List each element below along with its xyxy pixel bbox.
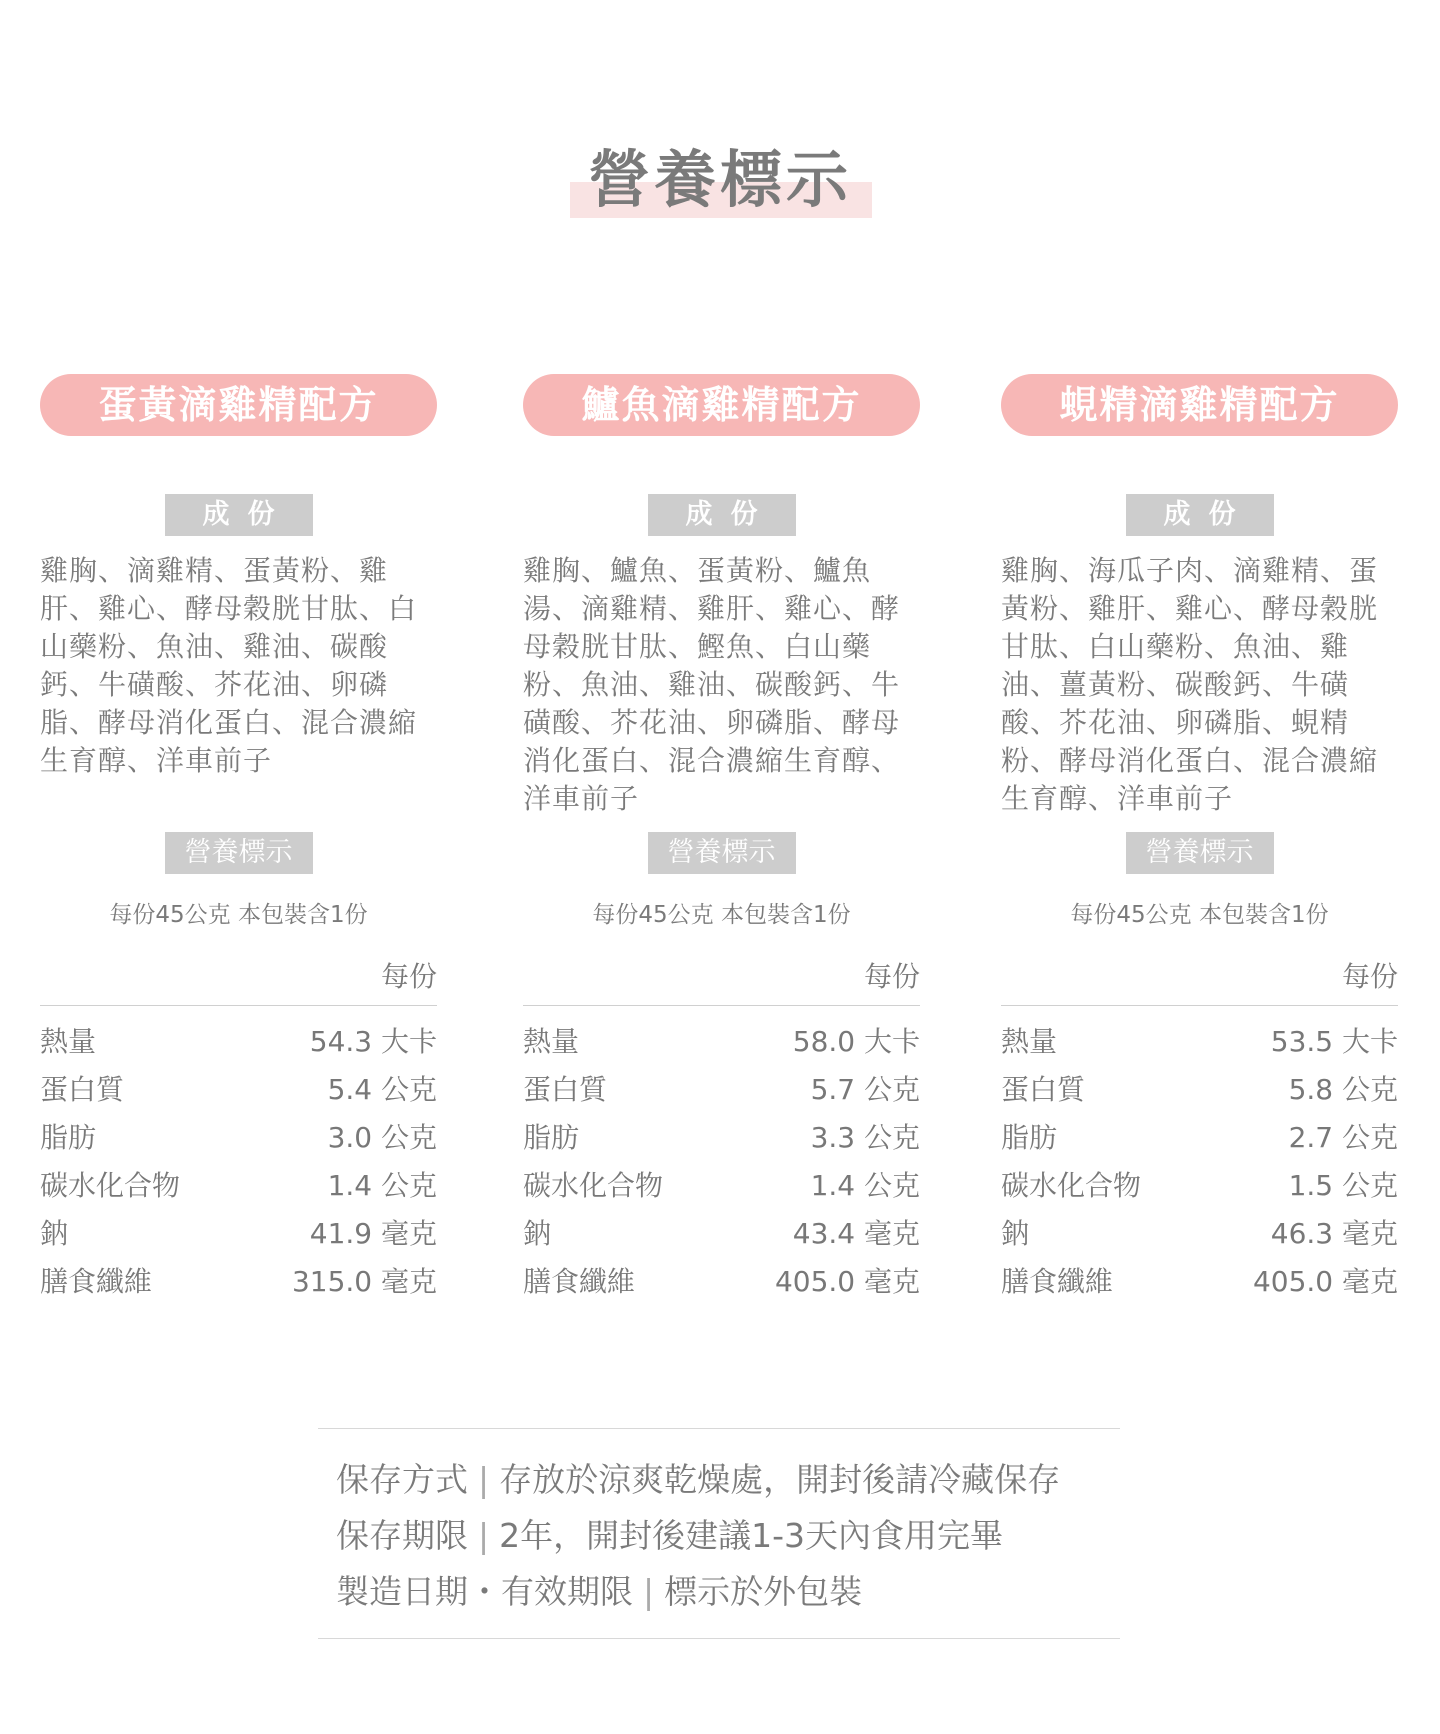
nutrient-row <box>40 1210 437 1258</box>
nutrition-table <box>40 1018 437 1306</box>
nutrient-name: 蛋白質 <box>1001 1073 1086 1106</box>
nutrient-name: 碳水化合物 <box>40 1169 181 1202</box>
nutrient-name: 脂肪 <box>1001 1121 1058 1154</box>
ingredients-text: 雞胸、滴雞精、蛋黃粉、雞肝、雞心、酵母穀胱甘肽、白山藥粉、魚油、雞油、碳酸鈣、牛磺酸、芥花油、卵磷脂、酵母消化蛋白、混合濃縮生育醇、洋車前子 <box>40 554 418 777</box>
nutrient-value: 3.3 公克 <box>810 1121 920 1154</box>
nutrient-row <box>523 1210 920 1258</box>
nutrient-value: 5.7 公克 <box>810 1073 920 1106</box>
nutrient-row <box>523 1162 920 1210</box>
nutrient-value: 5.8 公克 <box>1288 1073 1398 1106</box>
nutrient-row <box>40 1114 437 1162</box>
nutrition-table <box>1001 1018 1398 1306</box>
nutrient-row <box>1001 1114 1398 1162</box>
manufacture-date: 製造日期・有效期限 | 標示於外包裝 <box>336 1572 863 1611</box>
nutrient-name: 熱量 <box>523 1025 580 1058</box>
serving-info: 每份45公克 本包裝含1份 <box>109 902 368 928</box>
nutrient-value: 405.0 毫克 <box>1252 1265 1398 1298</box>
nutrient-value: 5.4 公克 <box>327 1073 437 1106</box>
serving-info: 每份45公克 本包裝含1份 <box>1070 902 1329 928</box>
divider-bottom <box>318 1638 1120 1639</box>
nutrition-label: 營養標示 <box>1126 832 1274 874</box>
serving-info: 每份45公克 本包裝含1份 <box>592 902 851 928</box>
nutrient-value: 3.0 公克 <box>327 1121 437 1154</box>
nutrient-row <box>1001 1258 1398 1306</box>
nutrient-name: 脂肪 <box>40 1121 97 1154</box>
nutrient-value: 58.0 大卡 <box>792 1025 920 1058</box>
per-serving-header: 每份 <box>40 955 437 1006</box>
per-serving-header: 每份 <box>1001 955 1398 1006</box>
nutrient-row <box>523 1018 920 1066</box>
nutrient-value: 405.0 毫克 <box>774 1265 920 1298</box>
divider-top <box>318 1428 1120 1429</box>
storage-info <box>336 1452 1136 1620</box>
nutrient-row <box>1001 1066 1398 1114</box>
nutrient-row <box>1001 1162 1398 1210</box>
nutrient-value: 54.3 大卡 <box>309 1025 437 1058</box>
nutrition-table <box>523 1018 920 1306</box>
nutrient-name: 膳食纖維 <box>40 1265 153 1298</box>
storage-method: 保存方式 | 存放於涼爽乾燥處，開封後請冷藏保存 <box>336 1460 1061 1499</box>
nutrient-row <box>1001 1210 1398 1258</box>
page-title: 營養標示 <box>587 143 852 216</box>
nutrient-row <box>40 1258 437 1306</box>
per-serving-header: 每份 <box>523 955 920 1006</box>
nutrient-value: 1.4 公克 <box>810 1169 920 1202</box>
product-name: 蛋黃滴雞精配方 <box>40 374 437 436</box>
shelf-life: 保存期限 | 2年，開封後建議1-3天內食用完畢 <box>336 1516 1004 1555</box>
ingredients-label: 成份 <box>165 494 313 536</box>
nutrient-row <box>523 1114 920 1162</box>
nutrient-name: 膳食纖維 <box>523 1265 636 1298</box>
ingredients-label: 成份 <box>648 494 796 536</box>
ingredients-text: 雞胸、海瓜子肉、滴雞精、蛋黃粉、雞肝、雞心、酵母穀胱甘肽、白山藥粉、魚油、雞油、薑黃粉、碳酸鈣、牛磺酸、芥花油、卵磷脂、蜆精粉、酵母消化蛋白、混合濃縮生育醇、洋車前子 <box>1001 554 1379 815</box>
nutrient-value: 53.5 大卡 <box>1270 1025 1398 1058</box>
nutrient-value: 41.9 毫克 <box>309 1217 437 1250</box>
nutrition-label: 營養標示 <box>165 832 313 874</box>
nutrient-name: 鈉 <box>523 1217 552 1250</box>
ingredients-label: 成份 <box>1126 494 1274 536</box>
nutrient-value: 1.4 公克 <box>327 1169 437 1202</box>
product-column <box>40 374 437 1306</box>
nutrient-name: 碳水化合物 <box>523 1169 664 1202</box>
nutrient-name: 膳食纖維 <box>1001 1265 1114 1298</box>
product-name: 鱸魚滴雞精配方 <box>523 374 920 436</box>
nutrient-row <box>40 1066 437 1114</box>
nutrient-name: 碳水化合物 <box>1001 1169 1142 1202</box>
nutrient-row <box>40 1018 437 1066</box>
nutrient-value: 1.5 公克 <box>1288 1169 1398 1202</box>
nutrient-value: 46.3 毫克 <box>1270 1217 1398 1250</box>
nutrient-name: 熱量 <box>40 1025 97 1058</box>
nutrient-row <box>1001 1018 1398 1066</box>
nutrition-label: 營養標示 <box>648 832 796 874</box>
nutrient-name: 脂肪 <box>523 1121 580 1154</box>
product-column <box>523 374 920 1306</box>
nutrient-name: 鈉 <box>40 1217 69 1250</box>
nutrient-row <box>40 1162 437 1210</box>
ingredients-text: 雞胸、鱸魚、蛋黃粉、鱸魚湯、滴雞精、雞肝、雞心、酵母穀胱甘肽、鰹魚、白山藥粉、魚油、雞油、碳酸鈣、牛磺酸、芥花油、卵磷脂、酵母消化蛋白、混合濃縮生育醇、洋車前子 <box>523 554 901 815</box>
nutrient-name: 蛋白質 <box>523 1073 608 1106</box>
product-column <box>1001 374 1398 1306</box>
product-name: 蜆精滴雞精配方 <box>1001 374 1398 436</box>
nutrient-value: 2.7 公克 <box>1288 1121 1398 1154</box>
nutrient-value: 315.0 毫克 <box>291 1265 437 1298</box>
nutrient-value: 43.4 毫克 <box>792 1217 920 1250</box>
nutrient-name: 鈉 <box>1001 1217 1030 1250</box>
nutrient-name: 蛋白質 <box>40 1073 125 1106</box>
nutrient-row <box>523 1066 920 1114</box>
nutrient-row <box>523 1258 920 1306</box>
nutrient-name: 熱量 <box>1001 1025 1058 1058</box>
